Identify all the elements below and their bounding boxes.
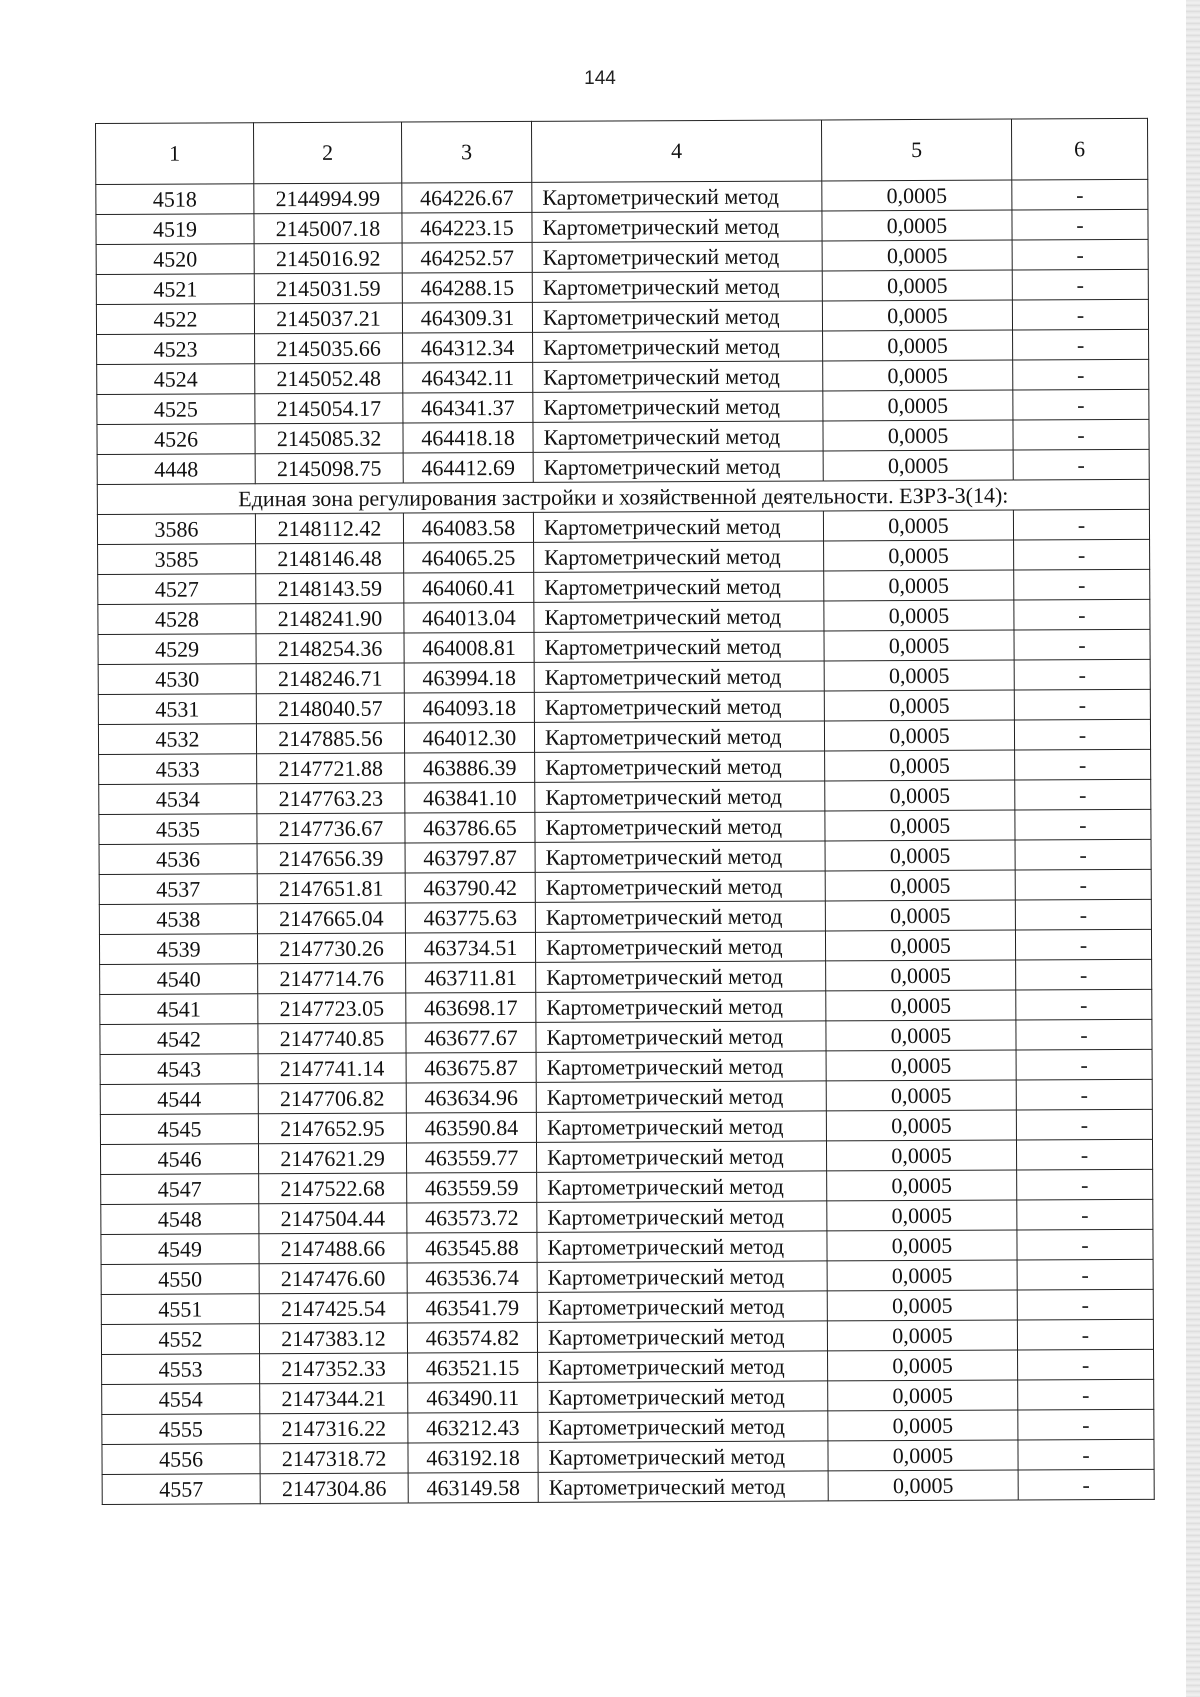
accuracy-cell: 0,0005 [827,1170,1017,1201]
note-cell: - [1015,929,1151,960]
accuracy-cell: 0,0005 [823,510,1013,541]
method-cell: Картометрический метод [536,991,826,1022]
y-coordinate-cell: 464341.37 [403,392,533,423]
accuracy-cell: 0,0005 [824,600,1014,631]
x-coordinate-cell: 2148246.71 [256,663,404,694]
header-row [96,118,1148,184]
accuracy-cell: 0,0005 [828,1380,1018,1411]
point-number-cell: 4538 [99,904,257,935]
accuracy-cell: 0,0005 [825,780,1015,811]
note-cell: - [1016,1139,1152,1170]
note-cell: - [1017,1289,1153,1320]
x-coordinate-cell: 2145052.48 [255,363,403,394]
note-cell: - [1016,959,1152,990]
x-coordinate-cell: 2147763.23 [257,783,405,814]
y-coordinate-cell: 463521.15 [408,1352,538,1383]
note-cell: - [1014,539,1150,570]
method-cell: Картометрический метод [534,571,824,602]
point-number-cell: 4533 [99,754,257,785]
x-coordinate-cell: 2147621.29 [258,1143,406,1174]
point-number-cell: 4547 [101,1174,259,1205]
x-coordinate-cell: 2147476.60 [259,1263,407,1294]
method-cell: Картометрический метод [534,631,824,662]
page-number: 144 [584,68,616,89]
method-cell: Картометрический метод [538,1351,828,1382]
x-coordinate-cell: 2147665.04 [257,903,405,934]
point-number-cell: 4554 [102,1384,260,1415]
point-number-cell: 3585 [98,544,256,575]
note-cell: - [1018,1439,1154,1470]
accuracy-cell: 0,0005 [825,750,1015,781]
accuracy-cell: 0,0005 [823,330,1013,361]
point-number-cell: 4525 [97,394,255,425]
point-number-cell: 4529 [98,634,256,665]
note-cell: - [1017,1259,1153,1290]
method-cell: Картометрический метод [532,271,822,302]
accuracy-cell: 0,0005 [823,360,1013,391]
accuracy-cell: 0,0005 [826,1050,1016,1081]
header-col-3: 3 [401,121,531,183]
y-coordinate-cell: 463775.63 [405,902,535,933]
x-coordinate-cell: 2145007.18 [254,213,402,244]
point-number-cell: 4534 [99,784,257,815]
accuracy-cell: 0,0005 [823,390,1013,421]
accuracy-cell: 0,0005 [827,1260,1017,1291]
method-cell: Картометрический метод [537,1321,827,1352]
point-number-cell: 4536 [99,844,257,875]
y-coordinate-cell: 463490.11 [408,1382,538,1413]
zone-title-row [97,479,1149,514]
x-coordinate-cell: 2147344.21 [260,1383,408,1414]
accuracy-cell: 0,0005 [822,180,1012,211]
method-cell: Картометрический метод [538,1441,828,1472]
note-cell: - [1013,389,1149,420]
accuracy-cell: 0,0005 [822,270,1012,301]
accuracy-cell: 0,0005 [823,420,1013,451]
accuracy-cell: 0,0005 [822,240,1012,271]
method-cell: Картометрический метод [532,241,822,272]
note-cell: - [1016,1109,1152,1140]
note-cell: - [1013,449,1149,480]
y-coordinate-cell: 463797.87 [405,842,535,873]
method-cell: Картометрический метод [533,361,823,392]
point-number-cell: 4550 [101,1264,259,1295]
note-cell: - [1013,329,1149,360]
method-cell: Картометрический метод [533,511,823,542]
point-number-cell: 4541 [100,994,258,1025]
x-coordinate-cell: 2148040.57 [256,693,404,724]
method-cell: Картометрический метод [536,1051,826,1082]
header-col-5: 5 [821,119,1011,181]
accuracy-cell: 0,0005 [826,1020,1016,1051]
method-cell: Картометрический метод [536,1081,826,1112]
accuracy-cell: 0,0005 [825,930,1015,961]
accuracy-cell: 0,0005 [828,1440,1018,1471]
method-cell: Картометрический метод [538,1381,828,1412]
y-coordinate-cell: 464412.69 [403,452,533,483]
y-coordinate-cell: 463786.65 [405,812,535,843]
y-coordinate-cell: 464012.30 [404,722,534,753]
x-coordinate-cell: 2148146.48 [256,543,404,574]
x-coordinate-cell: 2147741.14 [258,1053,406,1084]
table-row [102,1469,1154,1504]
note-cell: - [1015,899,1151,930]
point-number-cell: 4524 [97,364,255,395]
note-cell: - [1016,1079,1152,1110]
x-coordinate-cell: 2148143.59 [256,573,404,604]
y-coordinate-cell: 463886.39 [405,752,535,783]
x-coordinate-cell: 2145085.32 [255,423,403,454]
y-coordinate-cell: 463559.77 [406,1142,536,1173]
method-cell: Картометрический метод [532,211,822,242]
y-coordinate-cell: 464226.67 [402,182,532,213]
note-cell: - [1012,209,1148,240]
table-header [96,118,1148,184]
method-cell: Картометрический метод [535,811,825,842]
y-coordinate-cell: 463541.79 [407,1292,537,1323]
note-cell: - [1016,989,1152,1020]
y-coordinate-cell: 464065.25 [404,542,534,573]
note-cell: - [1013,419,1149,450]
accuracy-cell: 0,0005 [824,630,1014,661]
x-coordinate-cell: 2145035.66 [255,333,403,364]
point-number-cell: 4526 [97,424,255,455]
accuracy-cell: 0,0005 [826,1110,1016,1141]
method-cell: Картометрический метод [534,721,824,752]
header-col-4: 4 [531,120,821,182]
x-coordinate-cell: 2148241.90 [256,603,404,634]
method-cell: Картометрический метод [534,601,824,632]
y-coordinate-cell: 463711.81 [406,962,536,993]
point-number-cell: 4542 [100,1024,258,1055]
accuracy-cell: 0,0005 [828,1470,1018,1501]
note-cell: - [1015,839,1151,870]
x-coordinate-cell: 2147488.66 [259,1233,407,1264]
y-coordinate-cell: 463677.67 [406,1022,536,1053]
x-coordinate-cell: 2147706.82 [258,1083,406,1114]
method-cell: Картометрический метод [537,1231,827,1262]
accuracy-cell: 0,0005 [824,540,1014,571]
y-coordinate-cell: 463573.72 [407,1202,537,1233]
method-cell: Картометрический метод [534,661,824,692]
method-cell: Картометрический метод [535,841,825,872]
point-number-cell: 4531 [98,694,256,725]
x-coordinate-cell: 2147723.05 [258,993,406,1024]
accuracy-cell: 0,0005 [826,990,1016,1021]
accuracy-cell: 0,0005 [826,1080,1016,1111]
method-cell: Картометрический метод [535,931,825,962]
y-coordinate-cell: 463634.96 [406,1082,536,1113]
y-coordinate-cell: 463590.84 [406,1112,536,1143]
note-cell: - [1017,1229,1153,1260]
point-number-cell: 4523 [97,334,255,365]
y-coordinate-cell: 464013.04 [404,602,534,633]
accuracy-cell: 0,0005 [824,720,1014,751]
y-coordinate-cell: 463212.43 [408,1412,538,1443]
x-coordinate-cell: 2147736.67 [257,813,405,844]
x-coordinate-cell: 2147425.54 [259,1293,407,1324]
note-cell: - [1014,719,1150,750]
method-cell: Картометрический метод [537,1171,827,1202]
note-cell: - [1012,179,1148,210]
accuracy-cell: 0,0005 [824,570,1014,601]
accuracy-cell: 0,0005 [826,1140,1016,1171]
zone-title: Единая зона регулирования застройки и хозяйственной деятельности. ЕЗРЗ-3(14): [97,479,1149,514]
y-coordinate-cell: 463149.58 [408,1472,538,1503]
method-cell: Картометрический метод [533,421,823,452]
x-coordinate-cell: 2148254.36 [256,633,404,664]
y-coordinate-cell: 463790.42 [405,872,535,903]
point-number-cell: 4520 [96,244,254,275]
method-cell: Картометрический метод [536,961,826,992]
point-number-cell: 4528 [98,604,256,635]
accuracy-cell: 0,0005 [828,1350,1018,1381]
note-cell: - [1013,509,1149,540]
note-cell: - [1015,779,1151,810]
y-coordinate-cell: 463192.18 [408,1442,538,1473]
y-coordinate-cell: 464223.15 [402,212,532,243]
note-cell: - [1018,1469,1154,1500]
x-coordinate-cell: 2145016.92 [254,243,402,274]
x-coordinate-cell: 2145054.17 [255,393,403,424]
coordinates-table [95,118,1155,1505]
coordinates-sheet [95,118,1154,1505]
y-coordinate-cell: 463675.87 [406,1052,536,1083]
header-col-2: 2 [254,122,402,184]
note-cell: - [1016,1049,1152,1080]
point-number-cell: 4522 [96,304,254,335]
point-number-cell: 4555 [102,1414,260,1445]
accuracy-cell: 0,0005 [822,210,1012,241]
y-coordinate-cell: 464093.18 [404,692,534,723]
note-cell: - [1015,809,1151,840]
x-coordinate-cell: 2147352.33 [260,1353,408,1384]
accuracy-cell: 0,0005 [825,900,1015,931]
point-number-cell: 4527 [98,574,256,605]
accuracy-cell: 0,0005 [822,300,1012,331]
point-number-cell: 4521 [96,274,254,305]
note-cell: - [1012,299,1148,330]
method-cell: Картометрический метод [536,1111,826,1142]
accuracy-cell: 0,0005 [824,660,1014,691]
x-coordinate-cell: 2147304.86 [260,1473,408,1504]
accuracy-cell: 0,0005 [823,450,1013,481]
x-coordinate-cell: 2147522.68 [259,1173,407,1204]
note-cell: - [1017,1169,1153,1200]
y-coordinate-cell: 464008.81 [404,632,534,663]
method-cell: Картометрический метод [538,1471,828,1502]
accuracy-cell: 0,0005 [827,1290,1017,1321]
method-cell: Картометрический метод [536,1021,826,1052]
point-number-cell: 4532 [98,724,256,755]
point-number-cell: 4544 [100,1084,258,1115]
point-number-cell: 3586 [97,514,255,545]
point-number-cell: 4546 [100,1144,258,1175]
accuracy-cell: 0,0005 [826,960,1016,991]
point-number-cell: 4535 [99,814,257,845]
y-coordinate-cell: 464288.15 [402,272,532,303]
y-coordinate-cell: 464418.18 [403,422,533,453]
y-coordinate-cell: 463994.18 [404,662,534,693]
point-number-cell: 4552 [101,1324,259,1355]
x-coordinate-cell: 2147651.81 [257,873,405,904]
method-cell: Картометрический метод [535,871,825,902]
method-cell: Картометрический метод [532,301,822,332]
x-coordinate-cell: 2144994.99 [254,183,402,214]
point-number-cell: 4518 [96,184,254,215]
x-coordinate-cell: 2147383.12 [259,1323,407,1354]
table-body-after [97,509,1154,1504]
zone-section [97,479,1149,514]
method-cell: Картометрический метод [534,541,824,572]
point-number-cell: 4553 [102,1354,260,1385]
point-number-cell: 4545 [100,1114,258,1145]
point-number-cell: 4537 [99,874,257,905]
y-coordinate-cell: 464252.57 [402,242,532,273]
y-coordinate-cell: 463698.17 [406,992,536,1023]
note-cell: - [1016,1019,1152,1050]
accuracy-cell: 0,0005 [825,840,1015,871]
method-cell: Картометрический метод [537,1201,827,1232]
point-number-cell: 4543 [100,1054,258,1085]
x-coordinate-cell: 2147652.95 [258,1113,406,1144]
point-number-cell: 4448 [97,454,255,485]
x-coordinate-cell: 2145037.21 [254,303,402,334]
note-cell: - [1018,1349,1154,1380]
note-cell: - [1015,869,1151,900]
accuracy-cell: 0,0005 [827,1200,1017,1231]
method-cell: Картометрический метод [534,691,824,722]
note-cell: - [1014,689,1150,720]
y-coordinate-cell: 463536.74 [407,1262,537,1293]
accuracy-cell: 0,0005 [828,1410,1018,1441]
x-coordinate-cell: 2147885.56 [256,723,404,754]
x-coordinate-cell: 2147504.44 [259,1203,407,1234]
point-number-cell: 4549 [101,1234,259,1265]
accuracy-cell: 0,0005 [825,870,1015,901]
x-coordinate-cell: 2147714.76 [258,963,406,994]
accuracy-cell: 0,0005 [825,810,1015,841]
method-cell: Картометрический метод [538,1411,828,1442]
method-cell: Картометрический метод [533,391,823,422]
note-cell: - [1012,269,1148,300]
point-number-cell: 4548 [101,1204,259,1235]
note-cell: - [1012,239,1148,270]
method-cell: Картометрический метод [533,451,823,482]
y-coordinate-cell: 463574.82 [407,1322,537,1353]
note-cell: - [1017,1319,1153,1350]
accuracy-cell: 0,0005 [827,1230,1017,1261]
x-coordinate-cell: 2145098.75 [255,453,403,484]
header-col-6: 6 [1011,118,1147,180]
y-coordinate-cell: 464309.31 [402,302,532,333]
y-coordinate-cell: 463559.59 [407,1172,537,1203]
point-number-cell: 4539 [99,934,257,965]
point-number-cell: 4551 [101,1294,259,1325]
accuracy-cell: 0,0005 [827,1320,1017,1351]
accuracy-cell: 0,0005 [824,690,1014,721]
point-number-cell: 4519 [96,214,254,245]
method-cell: Картометрический метод [533,331,823,362]
y-coordinate-cell: 464342.11 [403,362,533,393]
x-coordinate-cell: 2147740.85 [258,1023,406,1054]
scan-edge-shadow [1186,0,1200,1697]
point-number-cell: 4556 [102,1444,260,1475]
y-coordinate-cell: 463734.51 [405,932,535,963]
x-coordinate-cell: 2147721.88 [257,753,405,784]
method-cell: Картометрический метод [537,1261,827,1292]
x-coordinate-cell: 2147730.26 [257,933,405,964]
note-cell: - [1014,599,1150,630]
note-cell: - [1013,359,1149,390]
x-coordinate-cell: 2147316.22 [260,1413,408,1444]
y-coordinate-cell: 464060.41 [404,572,534,603]
note-cell: - [1017,1199,1153,1230]
note-cell: - [1018,1379,1154,1410]
y-coordinate-cell: 463545.88 [407,1232,537,1263]
x-coordinate-cell: 2145031.59 [254,273,402,304]
method-cell: Картометрический метод [535,901,825,932]
point-number-cell: 4557 [102,1474,260,1505]
note-cell: - [1014,569,1150,600]
method-cell: Картометрический метод [537,1291,827,1322]
y-coordinate-cell: 463841.10 [405,782,535,813]
x-coordinate-cell: 2147318.72 [260,1443,408,1474]
y-coordinate-cell: 464312.34 [403,332,533,363]
point-number-cell: 4540 [100,964,258,995]
note-cell: - [1015,749,1151,780]
note-cell: - [1014,629,1150,660]
note-cell: - [1018,1409,1154,1440]
method-cell: Картометрический метод [532,181,822,212]
method-cell: Картометрический метод [535,781,825,812]
x-coordinate-cell: 2147656.39 [257,843,405,874]
method-cell: Картометрический метод [535,751,825,782]
note-cell: - [1014,659,1150,690]
table-body-before [96,179,1149,484]
header-col-1: 1 [96,123,254,185]
method-cell: Картометрический метод [536,1141,826,1172]
x-coordinate-cell: 2148112.42 [255,513,403,544]
point-number-cell: 4530 [98,664,256,695]
y-coordinate-cell: 464083.58 [403,512,533,543]
